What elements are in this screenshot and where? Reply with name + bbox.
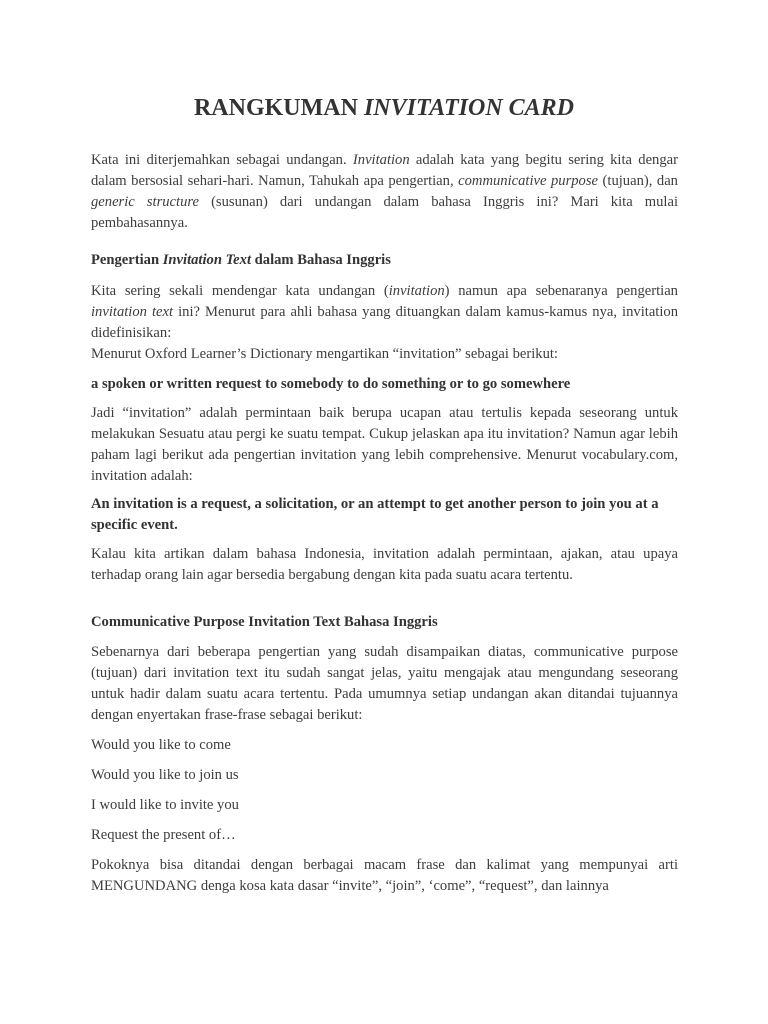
section-heading-purpose: Communicative Purpose Invitation Text Bahasa Inggris (91, 614, 438, 630)
title-main: RANGKUMAN (193, 95, 364, 121)
oxford-definition: a spoken or written request to somebody to do something or to go somewhere (91, 376, 571, 392)
phrase-item: Would you like to come (91, 737, 231, 753)
title-italic: INVITATION CARD (363, 95, 575, 121)
purpose-paragraph: Sebenarnya dari beberapa pengertian yang sudah disampaikan diatas, communicative purpose (tujuan) dari invitation text itu sudah sangat jelas, yaitu mengajak atau mengundang seseorang untuk hadir dalam suatu acara tertentu. Pada umumnya setiap undangan akan ditandai tujuannya dengan enyertakan frase-frase sebagai berikut: (91, 644, 678, 723)
document-body (91, 150, 678, 897)
intro-paragraph: Kata ini diterjemahkan sebagai undangan. Invitation adalah kata yang begitu sering kita dengar dalam bersosial sehari-hari. Namun, Tahukah apa pengertian, communicative purpose (tujuan), dan generic structure (susunan) dari undangan dalam bahasa Inggris ini? Mari kita mulai pembahasannya. (91, 152, 679, 231)
definition-paragraph: Kita sering sekali mendengar kata undangan (invitation) namun apa sebenaranya pengertian invitation text ini? Menurut para ahli bahasa yang dituangkan dalam kamus-kamus nya, invitation didefinisikan: (91, 283, 678, 341)
section-heading-definition: Pengertian Invitation Text dalam Bahasa Inggris (91, 252, 391, 268)
indonesian-meaning-paragraph: Kalau kita artikan dalam bahasa Indonesia, invitation adalah permintaan, ajakan, atau upaya terhadap orang lain agar bersedia bergabung dengan kita pada suatu acara tertentu. (91, 546, 678, 583)
document-title (0, 95, 768, 122)
phrase-item: Would you like to join us (91, 767, 239, 783)
explanation-paragraph: Jadi “invitation” adalah permintaan baik berupa ucapan atau tertulis kepada seseorang untuk melakukan Sesuatu atau pergi ke suatu tempat. Cukup jelaskan apa itu invitation? Namun agar lebih paham lagi berikut ada pengertian invitation yang lebih comprehensive. Menurut vocabulary.com, invitation adalah: (91, 405, 678, 484)
vocabulary-definition: An invitation is a request, a solicitation, or an attempt to get another person to join you at a specific event. (91, 496, 659, 533)
phrase-item: I would like to invite you (91, 797, 239, 813)
closing-paragraph: Pokoknya bisa ditandai dengan berbagai macam frase dan kalimat yang mempunyai arti MENGUNDANG denga kosa kata dasar “invite”, “join”, ‘come”, “request”, dan lainnya (91, 857, 678, 894)
phrase-item: Request the present of… (91, 827, 236, 843)
oxford-intro-paragraph: Menurut Oxford Learner’s Dictionary mengartikan “invitation” sebagai berikut: (91, 346, 558, 362)
